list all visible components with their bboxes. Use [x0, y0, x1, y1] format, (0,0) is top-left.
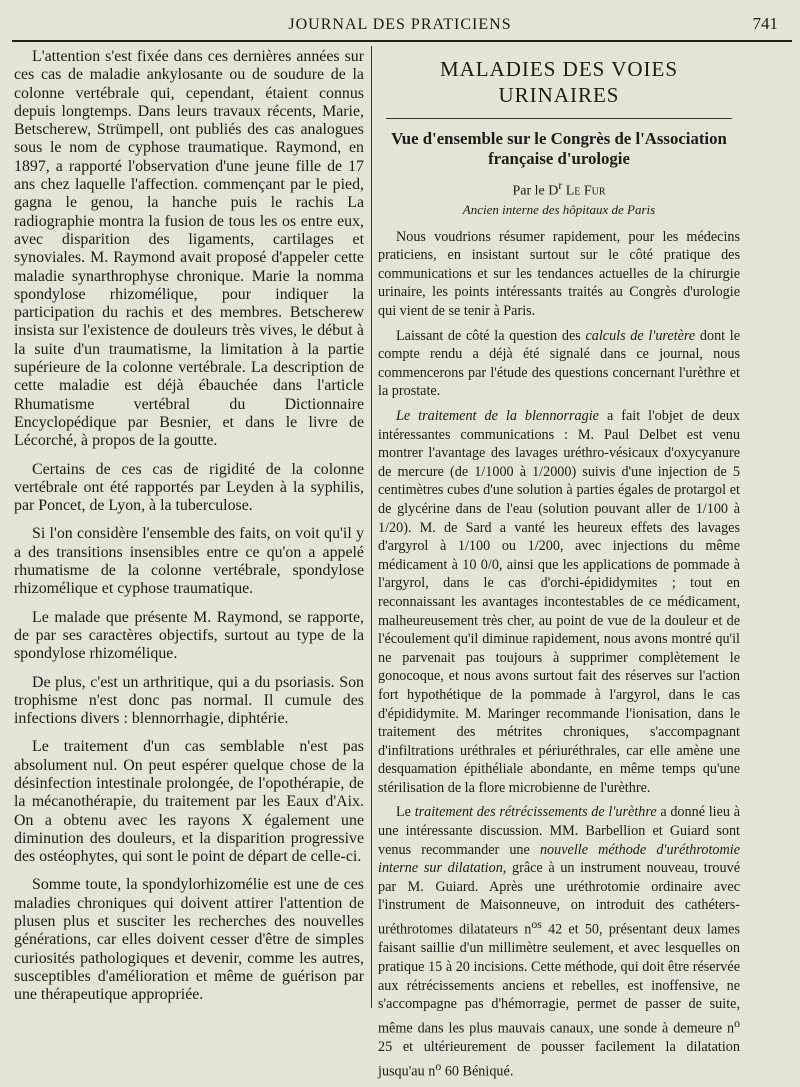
superscript: os: [531, 917, 542, 932]
left-paragraph: Certains de ces cas de rigidité de la colonne vertébrale ont été rapportés par Leyden à la syphilis, par Poncet, de Lyon, à la tuberculose.: [14, 460, 364, 515]
text-run: 25 et ultérieurement de pousser facilement la dilatation jusqu'au n: [378, 1039, 740, 1080]
header-rule: [12, 40, 792, 42]
text-run: 42 et 50, présentant deux lames faisant saillie d'un millimètre seulement, et avec lesquelles on pratique 15 à 20 incisions. Cette méthode, qui doit être réservée aux rétrécissements anciens et rebelles, est inoffensive, ne s'accompagne pas d'hémorragie, permet de passer de suite, même dans les plus mauvais canaux, une sonde à demeure n: [378, 921, 741, 1037]
italic-run: calculs de l'uretère: [585, 327, 696, 344]
page-number: 741: [752, 14, 778, 33]
left-paragraph: Somme toute, la spondylorhizomélie est une de ces maladies chroniques qui doivent attirer l'attention de plusen plus et susciter les recherches des nouvelles générations, car elles doivent cesser d'être de simples curiosités pathologiques et devenir, comme les autres, susceptibles d'amélioration et même de guérison par une thérapeutique appropriée.: [14, 876, 364, 1004]
right-paragraph-calculs: [378, 327, 740, 401]
italic-run: nouvelle méthode d'uréthrotomie interne sur dilatation,: [378, 841, 740, 877]
running-head: JOURNAL DES PRATICIENS: [288, 16, 512, 33]
superscript: o: [734, 1015, 740, 1030]
text-run: 60 Béniqué.: [441, 1063, 514, 1080]
left-paragraph: L'attention s'est fixée dans ces dernières années sur ces cas de maladie ankylosante ou de soudure de la colonne vertébrale qui, cependant, étaient connus depuis longtemps. Dans leurs travaux récents, Marie, Betscherew, Strümpell, ont publiés des cas analogues sous le nom de cyphose traumatique. Raymond, en 1897, a rapporté l'observation d'une jeune fille de 17 ans chez laquelle l'affection. commençant par le pied, gagna le genou, la hanche puis le rachis La radiographie montra la fusion de tous les os entre eux, avec disparition des ligaments, cartilages et synoviales. M. Raymond avait proposé d'appeler cette maladie synarthrophyse chronique. Marie la nomma spondylose rhizomélique, pour indiquer la participation du rachis et des membres. Betscherew insista sur l'existence de douleurs très vives, le début à la suite d'un traumatisme, la limitation à la partie supérieure de la colonne vertébrale. La description de cette maladie est déjà ébauchée dans l'article Rhumatisme vertébral du Dictionnaire Encyclopédique par Besnier, et dans le livre de Lécorché, à propos de la goutte.: [14, 48, 364, 450]
right-paragraph-retrecissements: [378, 803, 740, 1081]
left-paragraph: Le malade que présente M. Raymond, se rapporte, de par ses caractères objectifs, surtout au type de la spondylose rhizomélique.: [14, 608, 364, 663]
text-run: grâce à un instrument nouveau, trouvé par M. Guiard. Après une uréthrotomie ordinaire avec l'instrument de Maisonneuve, on introduit des cathéters-uréthrotomes dilatateurs n: [378, 860, 741, 938]
left-column: [14, 48, 364, 1015]
text-run: Le: [396, 804, 415, 821]
text-run: Laissant de côté la question des: [396, 327, 586, 344]
right-paragraph-intro: Nous voudrions résumer rapidement, pour les médecins praticiens, en insistant surtout sur le côté pratique des communications et sur les tendances actuelles de la chirurgie urinaire, les points intéressants traités au Congrès d'urologie qui vient de se tenir à Paris.: [378, 228, 740, 320]
section-rule: [386, 118, 732, 119]
left-paragraph: De plus, c'est un arthritique, qui a du psoriasis. Son trophisme n'est donc pas normal. Il cumule des infections divers : blennorrhagie, diphtérie.: [14, 673, 364, 728]
byline-prefix: Par le D: [512, 183, 559, 199]
text-run: a donné lieu à une intéressante discussion. MM. Barbellion et Guiard sont venus recommander une: [378, 804, 741, 858]
author-affiliation: Ancien interne des hôpitaux de Paris: [462, 201, 656, 217]
byline-superscript: r: [558, 179, 563, 192]
author-name: Le Fur: [565, 183, 606, 199]
section-title: MALADIES DES VOIES URINAIRES: [439, 57, 679, 107]
byline: [378, 177, 740, 201]
italic-run: traitement des rétrécissements de l'urèthre: [414, 804, 657, 821]
text-run: dont le compte rendu a déjà été signalé dans ce journal, nous commencerons par l'étude des questions concernant l'urèthre et la prostate.: [378, 327, 741, 400]
superscript: o: [435, 1058, 442, 1073]
page-header: [0, 0, 800, 40]
italic-run: Le traitement de la blennorragie: [396, 408, 599, 424]
column-divider: [371, 46, 372, 1008]
left-paragraph: Si l'on considère l'ensemble des faits, on voit qu'il y a des transitions insensibles entre ce qu'on a appelé rhumatisme de la colonne vertébrale, spondylose rhizomélique et cyphose traumatique.: [14, 525, 364, 598]
text-run: a fait l'objet de deux intéressantes communications : M. Paul Delbet est venu montrer l'avantage des lavages uréthro-vésicaux d'oxycyanure de mercure (de 1/1000 à 1/2000) suivis d'une injection de 5 centimètres cubes d'une solution à parties égales de protargol et de glycérine dans de l'eau (solution pouvant aller de 1/100 à 1/20). M. de Sard a vanté les heureux effets des lavages d'argyrol à 1/100 ou 1/200, avec injections du même médicament à 10 0/0, ainsi que les applications de pommade à l'argyrol, dans le cas d'orchi-épididymites ; tout en reconnaissant les avantages incontestables de ce médicament, malheureusement très cher, au point de vue de la douleur et de l'écoulement qu'il diminue rapidement, nous avons montré qu'il ne parvenait pas toujours à supprimer complètement le gonocoque, et nous avons surtout fait des réserves sur l'action fort hypothétique de la pommade à l'argyrol, dans le cas d'épididymite. M. Maringer recommande l'ionisation, dans le traitement des métrites chroniques, s'accompagnant d'infiltrations uréthrales et périuréthrales, car elle amène une desquamation épithéliale abondante, en même temps qu'une stérilisation de la flore microbienne de l'urèthre.: [378, 408, 740, 796]
article-title: Vue d'ensemble sur le Congrès de l'Association française d'urologie: [391, 129, 727, 168]
right-column: [378, 54, 740, 1087]
left-paragraph: Le traitement d'un cas semblable n'est pas absolument nul. On peut espérer quelque chose de la désinfection intestinale prolongée, de l'opothérapie, de la mécanothérapie, du traitement par les Eaux d'Aix. On a obtenu avec les rayons X également une diminution des douleurs, et la disparition progressive des ostéophytes, qui sont le point de départ de celle-ci.: [14, 738, 364, 866]
right-paragraph-blennorragie: [378, 407, 740, 797]
